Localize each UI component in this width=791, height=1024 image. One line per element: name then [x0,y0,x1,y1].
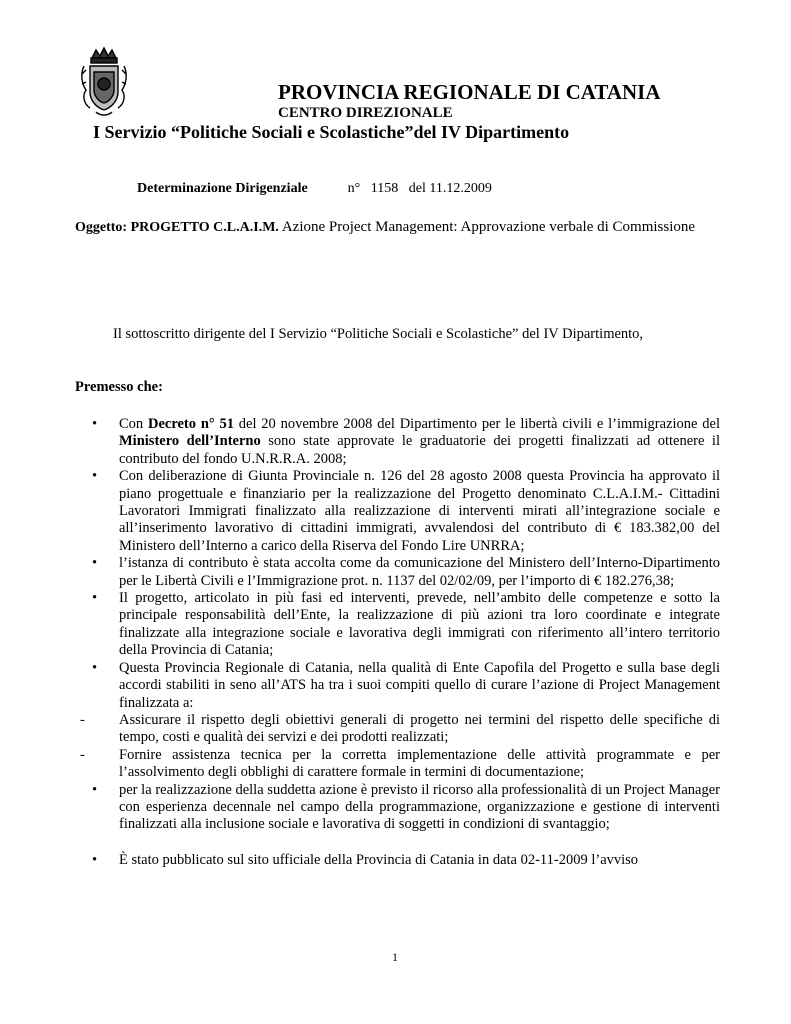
determination-number: n° 1158 del 11.12.2009 [347,181,492,196]
list-item: - Assicurare il rispetto degli obiettivi generali di progetto nei termini del rispetto delle specifiche di tempo, costi e qualità dei servizi e dei prodotti realizzati; [80,711,720,746]
determination-line [137,181,492,197]
list-item: • Con deliberazione di Giunta Provinciale n. 126 del 28 agosto 2008 questa Provincia ha approvato il piano progettuale e finanziario per la realizzazione del Progetto denominato C.L.A.I.M.- Cittadini Lavoratori Immigrati finalizzato alla realizzazione di interventi mirati all’integrazione sociale e all’inserimento lavorativo di cittadini immigrati, avvalendosi del contributo di € 183.382,00 del Ministero dell’Interno a carico della Riserva del Fondo Lire UNRRA; [92,468,720,554]
premise-list [80,416,720,869]
bullet-marker: • [92,416,98,432]
subject-label: Oggetto: PROGETTO C.L.A.I.M. [75,220,279,235]
subject-text: Azione Project Management: Approvazione verbale di Commissione [278,219,696,235]
org-title: PROVINCIA REGIONALE DI CATANIA [278,80,661,104]
ministry-ref: Ministero dell’Interno [119,433,261,450]
org-subtitle: CENTRO DIREZIONALE [278,105,453,121]
bullet-marker: • [92,555,98,572]
list-item: • l’istanza di contributo è stata accolta come da comunicazione del Ministero dell’Interno-Dipartimento per le Libertà Civili e l’Immigrazione prot. n. 1137 del 02/02/09, per l’importo di € 182.276,38; [92,555,720,589]
list-item: - Fornire assistenza tecnica per la corretta implementazione delle attività programmate e per l’assolvimento degli obblighi di carattere formale in termini di documentazione; [80,746,720,781]
service-title: I Servizio “Politiche Sociali e Scolastiche”del IV Dipartimento [93,122,570,142]
dash-marker: - [80,711,85,728]
list-item: • È stato pubblicato sul sito ufficiale della Provincia di Catania in data 02-11-2009 l’avviso [92,851,639,868]
dash-marker: - [80,746,85,763]
subject [75,218,719,237]
list-item: • per la realizzazione della suddetta azione è previsto il ricorso alla professionalità di un Project Manager con esperienza decennale nel campo della programmazione, organizzazione e gestione di interventi finalizzati alla inclusione sociale e lavorativa di soggetti in condizioni di svantaggio; [92,781,720,833]
list-item: • Questa Provincia Regionale di Catania, nella qualità di Ente Capofila del Progetto e sulla base degli accordi stabiliti in seno all’ATS ha tra i suoi compiti quello di curare l’azione di Project Management finalizzata a: [92,659,720,711]
intro-paragraph: Il sottoscritto dirigente del I Servizio “Politiche Sociali e Scolastiche” del IV Dipartimento, [113,326,644,342]
bullet-marker: • [92,468,98,485]
list-item: • Con Decreto n° 51 del 20 novembre 2008 del Dipartimento per le libertà civili e l’immigrazione del Ministero dell’Interno sono state approvate le graduatorie dei progetti finalizzati ad ottenere il contributo del fondo U.N.R.R.A. 2008; [92,416,720,467]
premise-title: Premesso che: [75,379,163,395]
bullet-marker: • [92,851,98,868]
page-number: 1 [392,950,398,964]
determination-label: Determinazione Dirigenziale [137,181,308,196]
bullet-marker: • [92,659,98,676]
decree-ref: Decreto n° 51 [147,416,234,432]
bullet-marker: • [92,781,98,798]
list-item: • Il progetto, articolato in più fasi ed interventi, prevede, nell’ambito delle competenze e sotto la principale responsabilità dell’Ente, la realizzazione di più azioni tra loro coordinate e integrate finalizzate alla integrazione sociale e lavorativa degli immigrati con riferimento all’intero territorio della Provincia di Catania; [92,590,720,659]
bullet-marker: • [92,590,98,607]
coat-of-arms-icon [78,44,130,118]
